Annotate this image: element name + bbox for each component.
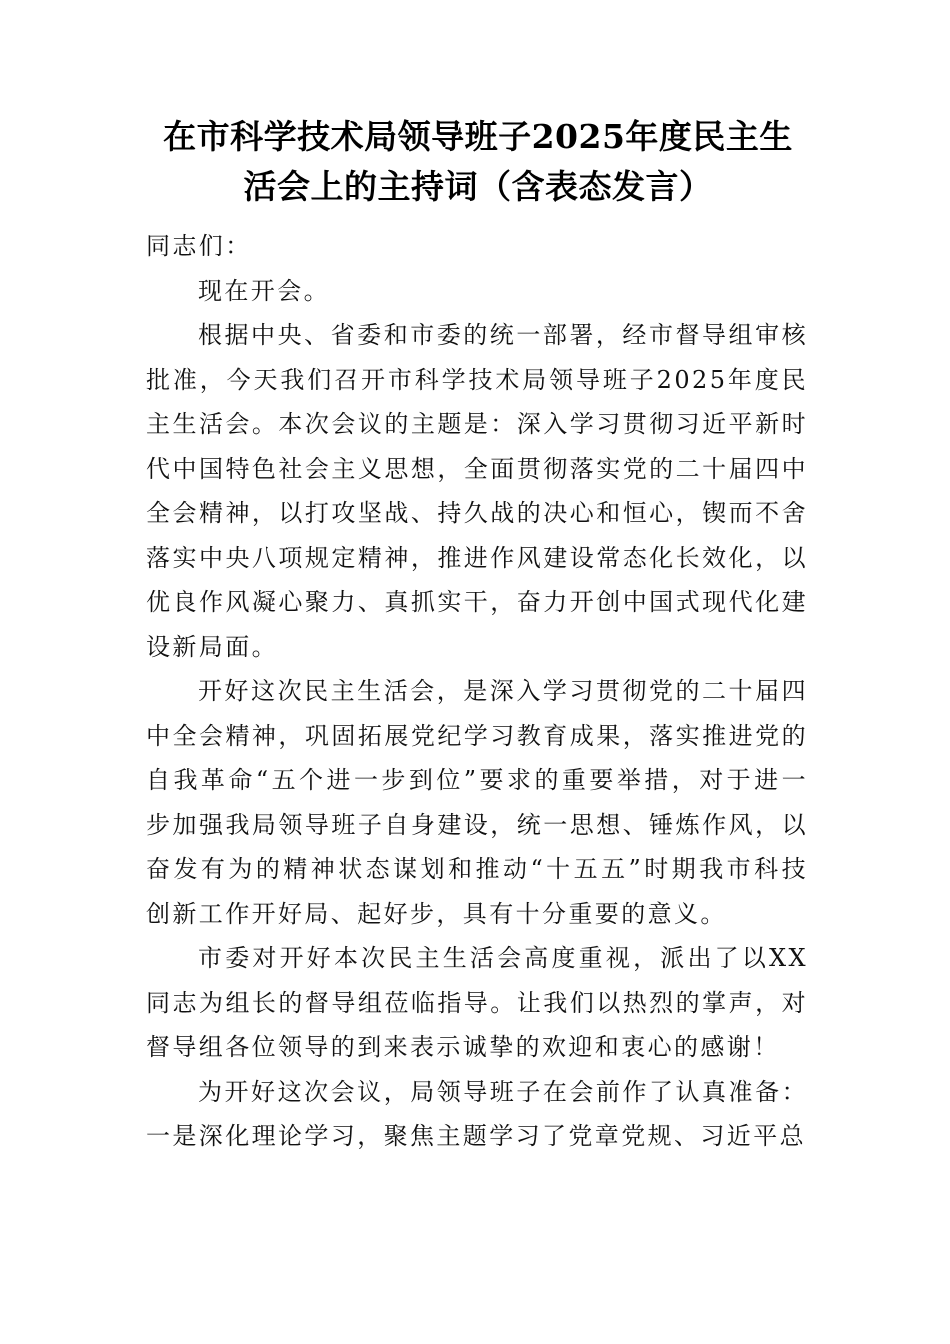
paragraph-theme: 根据中央、省委和市委的统一部署，经市督导组审核批准，今天我们召开市科学技术局领导班子2025年度民主生活会。本次会议的主题是：深入学习贯彻习近平新时代中国特色社会主义思想，全面贯彻落实党的二十届四中全会精神，以打攻坚战、持久战的决心和恒心，锲而不舍落实中央八项规定精神，推进作风建设常态化长效化，以优良作风凝心聚力、真抓实干，奋力开创中国式现代化建设新局面。 — [146, 321, 808, 661]
paragraph-opening: 现在开会。 — [198, 276, 330, 305]
paragraph-welcome: 市委对开好本次民主生活会高度重视，派出了以XX同志为组长的督导组莅临指导。让我们以热烈的掌声，对督导组各位领导的到来表示诚挚的欢迎和衷心的感谢！ — [146, 944, 808, 1061]
document-title — [148, 112, 808, 212]
paragraph-preparation: 为开好这次会议，局领导班子在会前作了认真准备：一是深化理论学习，聚焦主题学习了党章党规、习近平总 — [146, 1077, 808, 1150]
document-body — [146, 224, 808, 1159]
paragraph-significance: 开好这次民主生活会，是深入学习贯彻党的二十届四中全会精神，巩固拓展党纪学习教育成果，落实推进党的自我革命“五个进一步到位”要求的重要举措，对于进一步加强我局领导班子自身建设，统一思想、锤炼作风，以奋发有为的精神状态谋划和推动“十五五”时期我市科技创新工作开好局、起好步，具有十分重要的意义。 — [146, 677, 808, 928]
title-line-2: 活会上的主持词（含表态发言） — [243, 167, 713, 206]
salutation: 同志们： — [146, 232, 252, 260]
title-line-1: 在市科学技术局领导班子2025年度民主生 — [163, 117, 793, 156]
